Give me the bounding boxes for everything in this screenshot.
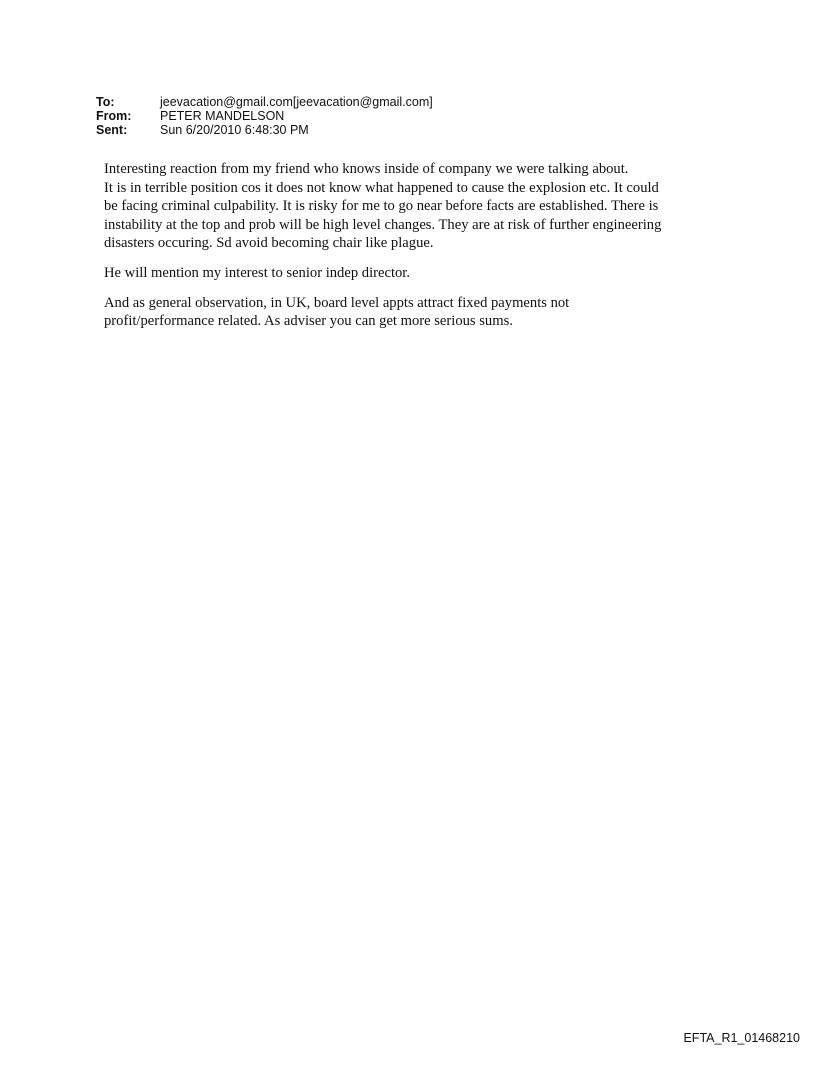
email-body: [104, 160, 744, 342]
body-line: profit/performance related. As adviser you can get more serious sums.: [104, 313, 513, 330]
body-line: be facing criminal culpability. It is risky for me to go near before facts are established. There is: [104, 198, 659, 215]
sent-row: [96, 123, 433, 137]
to-row: [96, 95, 433, 109]
body-line: instability at the top and prob will be high level changes. They are at risk of further engineering: [104, 216, 662, 233]
sent-label: Sent:: [96, 123, 128, 137]
body-paragraph: [104, 264, 744, 283]
sent-value: Sun 6/20/2010 6:48:30 PM: [160, 123, 309, 137]
body-line: disasters occuring. Sd avoid becoming chair like plague.: [104, 235, 434, 252]
from-row: [96, 109, 433, 123]
body-line: It is in terrible position cos it does not know what happened to cause the explosion etc. It could: [104, 179, 659, 196]
body-line: And as general observation, in UK, board level appts attract fixed payments not: [104, 294, 570, 311]
body-line: Interesting reaction from my friend who knows inside of company we were talking about.: [104, 161, 629, 177]
to-label: To:: [96, 95, 115, 109]
body-paragraph: [104, 294, 744, 331]
document-id: EFTA_R1_01468210: [683, 1031, 800, 1045]
body-paragraph: [104, 160, 744, 253]
to-value: jeevacation@gmail.com[jeevacation@gmail.com]: [160, 95, 433, 109]
from-value: PETER MANDELSON: [160, 109, 285, 123]
from-label: From:: [96, 109, 132, 123]
email-header: [96, 95, 433, 137]
body-line: He will mention my interest to senior indep director.: [104, 264, 410, 281]
